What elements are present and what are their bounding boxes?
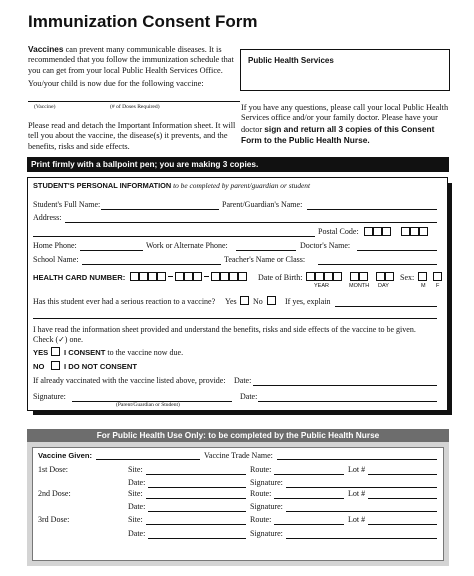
reaction-explain-field-line-2[interactable] xyxy=(33,318,437,319)
sex-label: Sex: xyxy=(400,273,415,282)
guardian-name-label: Parent/Guardian's Name: xyxy=(222,200,303,209)
health-card-box-6[interactable] xyxy=(184,272,193,281)
work-phone-label: Work or Alternate Phone: xyxy=(146,241,228,250)
dose-3-lot-label: Lot # xyxy=(348,515,366,524)
signature-label: Signature: xyxy=(33,392,66,401)
month-label: MONTH xyxy=(349,283,370,289)
work-phone-field[interactable] xyxy=(236,250,296,251)
dose-1-route-field[interactable] xyxy=(274,474,344,475)
public-health-use-heading: For Public Health Use Only: to be completed by the Public Health Nurse xyxy=(27,429,449,442)
dob-year-box-3[interactable] xyxy=(324,272,333,281)
dose-3-route-label: Route: xyxy=(250,515,272,524)
intro-lead: Vaccines xyxy=(28,44,64,54)
dose-1-date-field[interactable] xyxy=(148,487,246,488)
dose-2-route-label: Route: xyxy=(250,489,272,498)
health-card-label: HEALTH CARD NUMBER: xyxy=(33,273,126,282)
dose-3-date-label: Date: xyxy=(128,529,146,538)
dob-month-box-2[interactable] xyxy=(359,272,368,281)
dob-label: Date of Birth: xyxy=(258,273,303,282)
full-name-field[interactable] xyxy=(101,209,219,210)
dob-year-box-1[interactable] xyxy=(306,272,315,281)
instructions-text: Please read and detach the Important Information sheet. It will tell you about the vaccine, the disease(s) it prevents, and the benefits, risks and side effects. xyxy=(28,121,236,151)
dose-1-route-label: Route: xyxy=(250,465,272,474)
dose-2-route-field[interactable] xyxy=(274,498,344,499)
intro-body: can prevent many communicable diseases. It is recommended that you follow the immunization schedule that you can get from your local Public Health Services Office. xyxy=(28,45,234,75)
dose-1-label: 1st Dose: xyxy=(38,465,68,474)
dose-1-site-label: Site: xyxy=(128,465,143,474)
school-name-field[interactable] xyxy=(82,264,221,265)
address-field[interactable] xyxy=(65,222,437,223)
postal-code-box-5[interactable] xyxy=(410,227,419,236)
address-field-line-2[interactable] xyxy=(33,236,315,237)
dose-2-label: 2nd Dose: xyxy=(38,489,71,498)
dose-3-site-label: Site: xyxy=(128,515,143,524)
sex-m-label: M xyxy=(421,283,426,289)
school-name-label: School Name: xyxy=(33,255,79,264)
dose-2-site-label: Site: xyxy=(128,489,143,498)
health-card-box-4[interactable] xyxy=(157,272,166,281)
public-health-services-label: Public Health Services xyxy=(248,56,334,65)
dose-1-site-field[interactable] xyxy=(146,474,246,475)
ballpoint-banner: Print firmly with a ballpoint pen; you are making 3 copies. xyxy=(27,157,449,172)
health-card-box-8[interactable] xyxy=(211,272,220,281)
health-card-box-5[interactable] xyxy=(175,272,184,281)
reaction-no-label: No xyxy=(253,297,263,306)
already-vaccinated-date-field[interactable] xyxy=(253,385,437,386)
yes-caps-label: YES xyxy=(33,348,49,357)
vaccine-given-label: Vaccine Given: xyxy=(38,451,93,460)
dose-2-lot-field[interactable] xyxy=(368,498,437,499)
dose-2-signature-label: Signature: xyxy=(250,502,283,511)
trade-name-field[interactable] xyxy=(277,459,437,460)
if-yes-label: If yes, explain xyxy=(285,297,331,306)
already-vaccinated-date-label: Date: xyxy=(234,376,252,385)
full-name-label: Student's Full Name: xyxy=(33,200,101,209)
address-label: Address: xyxy=(33,213,62,222)
dob-year-box-2[interactable] xyxy=(315,272,324,281)
already-vaccinated-text: If already vaccinated with the vaccine listed above, provide: xyxy=(33,376,226,385)
dob-month-box-1[interactable] xyxy=(350,272,359,281)
agreement-text: I have read the information sheet provided and understand the benefits, risks and side effects of the vaccine to be given. Check (✓) one. xyxy=(33,325,416,344)
dose-1-signature-label: Signature: xyxy=(250,478,283,487)
reaction-explain-field[interactable] xyxy=(335,306,437,307)
dose-3-lot-field[interactable] xyxy=(368,524,437,525)
dose-3-date-field[interactable] xyxy=(148,538,246,539)
consent-yes-checkbox[interactable] xyxy=(51,347,60,356)
questions-text xyxy=(241,103,453,147)
questions-bold: sign and return all 3 copies of this Consent Form to the Public Health Nurse. xyxy=(241,123,435,146)
dose-3-signature-label: Signature: xyxy=(250,529,283,538)
doctor-name-field[interactable] xyxy=(357,250,437,251)
dose-3-site-field[interactable] xyxy=(146,524,246,525)
home-phone-label: Home Phone: xyxy=(33,241,77,250)
day-label: DAY xyxy=(378,283,389,289)
dose-2-date-field[interactable] xyxy=(148,511,246,512)
dose-3-route-field[interactable] xyxy=(274,524,344,525)
dose-2-lot-label: Lot # xyxy=(348,489,366,498)
public-health-services-box xyxy=(240,49,450,91)
questions-body: If you have any questions, please call your local Public Health Services office and/or your family doctor. Please have your doctor xyxy=(241,103,449,134)
dose-1-signature-field[interactable] xyxy=(286,487,437,488)
dose-1-lot-label: Lot # xyxy=(348,465,366,474)
no-consent-text: I DO NOT CONSENT xyxy=(64,362,137,371)
health-card-box-10[interactable] xyxy=(229,272,238,281)
guardian-name-field[interactable] xyxy=(307,209,437,210)
dose-2-date-label: Date: xyxy=(128,502,146,511)
sex-m-box[interactable] xyxy=(418,272,427,281)
postal-code-label: Postal Code: xyxy=(318,227,359,236)
health-card-box-3[interactable] xyxy=(148,272,157,281)
signature-hint: (Parent/Guardian or Student) xyxy=(116,402,180,408)
dose-2-signature-field[interactable] xyxy=(286,511,437,512)
sex-f-label: F xyxy=(436,283,440,289)
health-card-box-9[interactable] xyxy=(220,272,229,281)
dose-1-lot-field[interactable] xyxy=(368,474,437,475)
dose-2-site-field[interactable] xyxy=(146,498,246,499)
form-title: Immunization Consent Form xyxy=(28,12,258,31)
reaction-yes-checkbox[interactable] xyxy=(240,296,249,305)
consent-no-checkbox[interactable] xyxy=(51,361,60,370)
vaccine-given-field[interactable] xyxy=(96,459,200,460)
vaccine-line[interactable] xyxy=(28,101,240,102)
no-caps-label: NO xyxy=(33,362,45,371)
dob-day-box-2[interactable] xyxy=(385,272,394,281)
doses-hint: (# of Doses Required) xyxy=(110,104,160,110)
teacher-name-field[interactable] xyxy=(318,264,437,265)
teacher-name-label: Teacher's Name or Class: xyxy=(224,255,306,264)
dose-3-label: 3rd Dose: xyxy=(38,515,70,524)
health-card-box-1[interactable] xyxy=(130,272,139,281)
consent-yes-text: I CONSENT to the vaccine now due. xyxy=(64,348,184,357)
health-card-dash-1 xyxy=(168,276,173,277)
reaction-yes-label: Yes xyxy=(225,297,237,306)
signature-date-field[interactable] xyxy=(258,401,437,402)
vaccine-hint: (Vaccine) xyxy=(34,104,56,110)
student-section-heading: STUDENT'S PERSONAL INFORMATION to be completed by parent/guardian or student xyxy=(33,181,311,190)
public-health-use-inner-box xyxy=(32,447,444,561)
dose-3-signature-field[interactable] xyxy=(286,538,437,539)
reaction-no-checkbox[interactable] xyxy=(267,296,276,305)
postal-code-box-4[interactable] xyxy=(401,227,410,236)
health-card-dash-2 xyxy=(204,276,209,277)
health-card-box-11[interactable] xyxy=(238,272,247,281)
year-label: YEAR xyxy=(314,283,329,289)
health-card-box-7[interactable] xyxy=(193,272,202,281)
postal-code-box-2[interactable] xyxy=(373,227,382,236)
postal-code-box-1[interactable] xyxy=(364,227,373,236)
signature-date-label: Date: xyxy=(240,392,258,401)
postal-code-box-3[interactable] xyxy=(382,227,391,236)
dob-year-box-4[interactable] xyxy=(333,272,342,281)
dose-1-date-label: Date: xyxy=(128,478,146,487)
doctor-name-label: Doctor's Name: xyxy=(300,241,351,250)
sex-f-box[interactable] xyxy=(433,272,442,281)
trade-name-label: Vaccine Trade Name: xyxy=(204,451,273,460)
home-phone-field[interactable] xyxy=(80,250,143,251)
intro-text xyxy=(28,44,240,76)
now-due-text: You/your child is now due for the following vaccine: xyxy=(28,79,204,88)
dob-day-box-1[interactable] xyxy=(376,272,385,281)
reaction-question: Has this student ever had a serious reaction to a vaccine? xyxy=(33,297,216,306)
postal-code-box-6[interactable] xyxy=(419,227,428,236)
health-card-box-2[interactable] xyxy=(139,272,148,281)
